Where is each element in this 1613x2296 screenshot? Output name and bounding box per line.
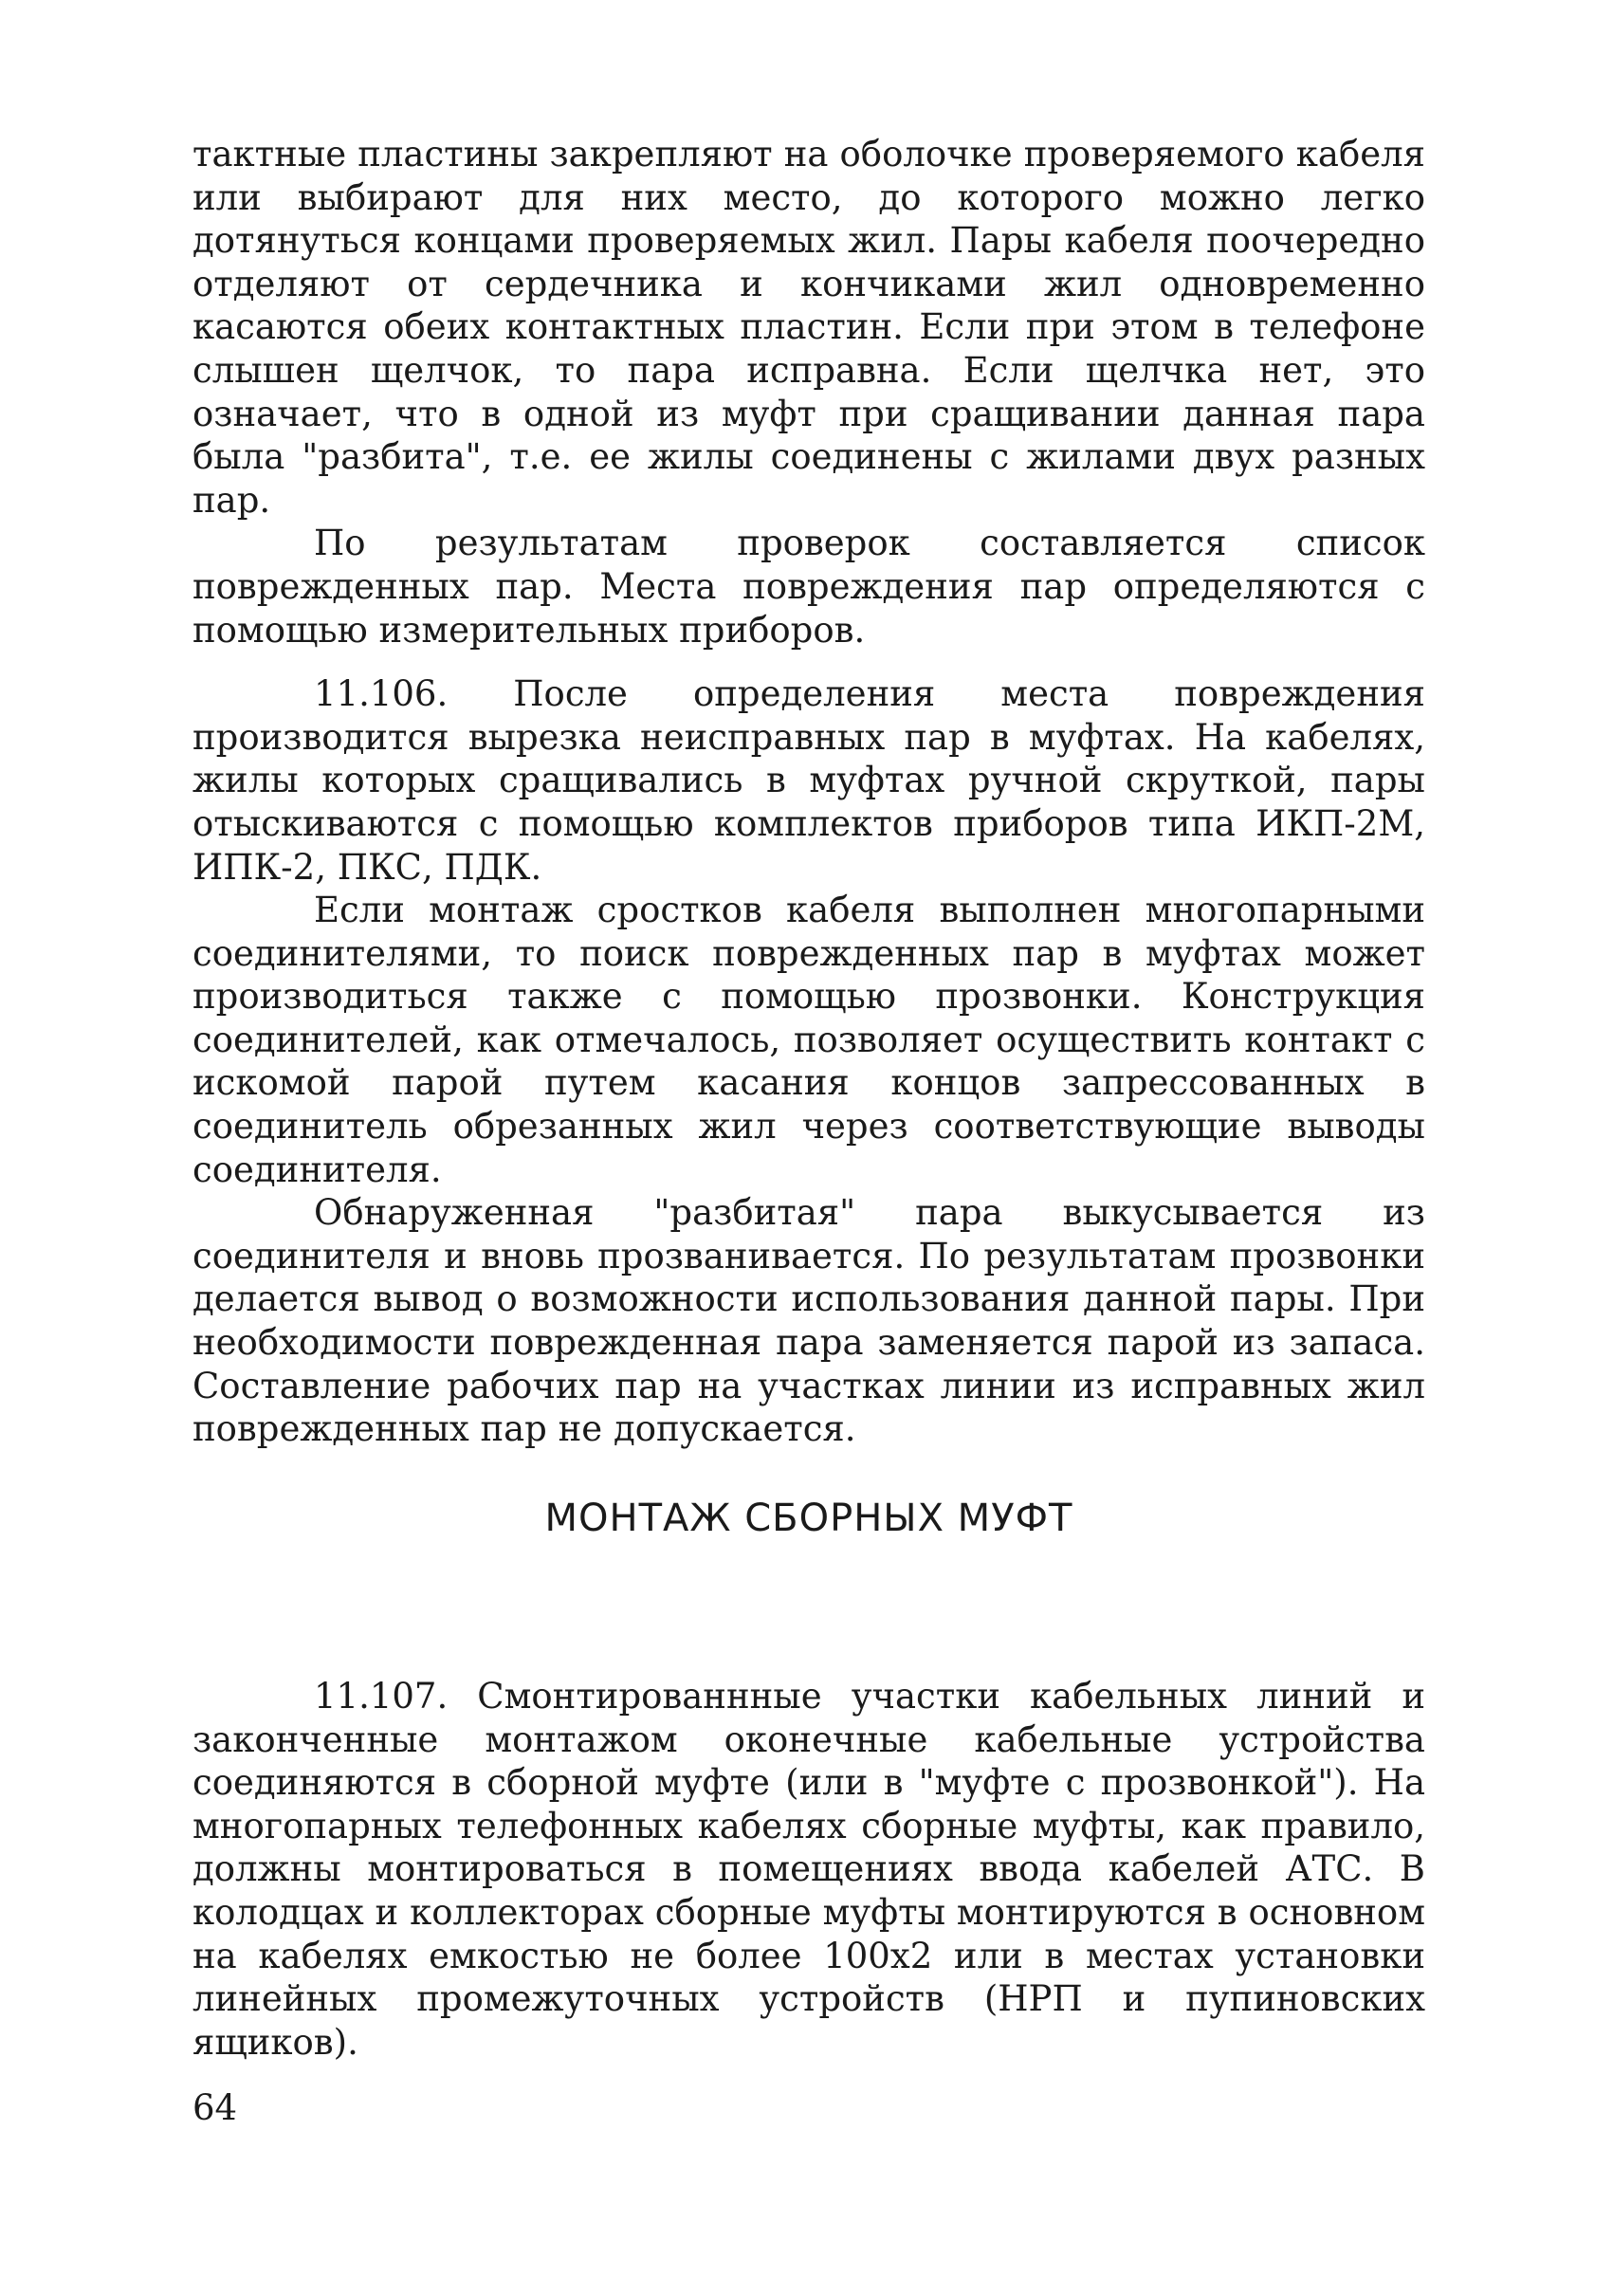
- paragraph-11-107: 11.107. Смонтированнные участки кабельных линий и законченные монтажом оконечные кабельные устройства соединяются в сборной муфте (или в "муфте с прозвонкой"). На многопарных телефонных кабелях сборные муфты, как правило, должны монтироваться в помещениях ввода кабелей АТС. В колодцах и коллекторах сборные муфты монтируются в основном на кабелях емкостью не более 100х2 или в местах установки линейных промежуточных устройств (НРП и пупиновских ящиков).: [192, 1676, 1425, 2063]
- paragraph-11-106: 11.106. После определения места повреждения производится вырезка неисправных пар в муфтах. На кабелях, жилы которых сращивались в муфтах ручной скруткой, пары отыскиваются с помощью комплектов приборов типа ИКП-2М, ИПК-2, ПКС, ПДК.: [192, 673, 1425, 888]
- paragraph-multipair-connectors: Если монтаж сростков кабеля выполнен многопарными соединителями, то поиск поврежденных пар в муфтах может производиться также с помощью прозвонки. Конструкция соединителей, как отмечалось, позволяет осуществить контакт с искомой парой путем касания концов запрессованных в соединитель обрезанных жил через соответствующие выводы соединителя.: [192, 890, 1425, 1190]
- section-heading: МОНТАЖ СБОРНЫХ МУФТ: [544, 1497, 1073, 1540]
- paragraph-damaged-pairs-list: По результатам проверок составляется список поврежденных пар. Места повреждения пар определяются с помощью измерительных приборов.: [192, 523, 1425, 651]
- paragraph-broken-pair: Обнаруженная "разбитая" пара выкусывается из соединителя и вновь прозванивается. По результатам прозвонки делается вывод о возможности использования данной пары. При необходимости поврежденная пара заменяется парой из запаса. Составление рабочих пар на участках линии из исправных жил поврежденных пар не допускается.: [192, 1192, 1425, 1450]
- paragraph-continuation: тактные пластины закрепляют на оболочке проверяемого кабеля или выбирают для них место, до которого можно легко дотянуться концами проверяемых жил. Пары кабеля поочередно отделяют от сердечника и кончиками жил одновременно касаются обеих контактных пластин. Если при этом в телефоне слышен щелчок, то пара исправна. Если щелчка нет, это означает, что в одной из муфт при сращивании данная пара была "разбита", т.е. ее жилы соединены с жилами двух разных пар.: [192, 134, 1425, 521]
- section-body: [192, 1675, 1425, 2064]
- document-page: [192, 133, 1425, 2063]
- page-number: 64: [192, 2087, 238, 2128]
